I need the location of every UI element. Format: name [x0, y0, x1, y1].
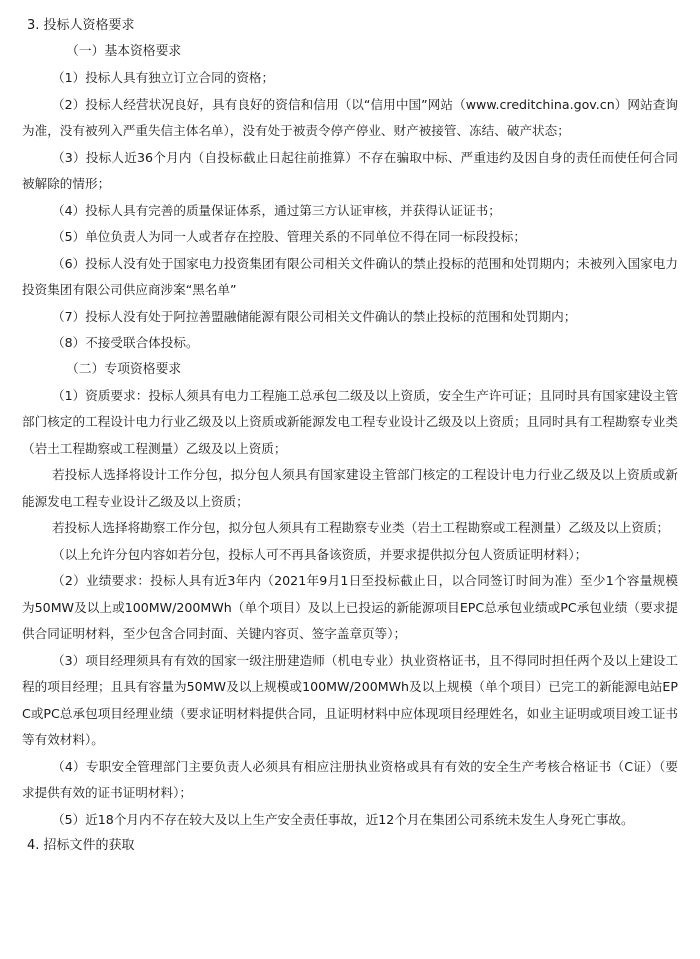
basic-item-1: （1）投标人具有独立订立合同的资格；: [52, 70, 275, 85]
special-item-safety-record: （5）近18个月内不存在较大及以上生产安全责任事故，近12个月在集团公司系统未发生人身死亡事故。: [52, 811, 634, 827]
special-item-safety-manager: （4）专职安全管理部门主要负责人必须具有相应注册执业资格或具有有效的安全生产考核合格证书（C证）（要求提供有效的证书证明材料）；: [22, 758, 678, 800]
section-3-title: 3. 投标人资格要求: [27, 18, 135, 33]
basic-item-6: （6）投标人没有处于国家电力投资集团有限公司相关文件确认的禁止投标的范围和处罚期内；未被列入国家电力投资集团有限公司供应商涉案“黑名单”: [22, 255, 678, 297]
basic-item-5: （5）单位负责人为同一人或者存在控股、管理关系的不同单位不得在同一标段投标；: [52, 229, 526, 244]
basic-item-3: （3）投标人近36个月内（自投标截止日起往前推算）不存在骗取中标、严重违约及因自身的责任而使任何合同被解除的情形；: [22, 149, 678, 191]
section-4-title: 4. 招标文件的获取: [27, 838, 135, 853]
special-item-project-manager: （3）项目经理须具有有效的国家一级注册建造师（机电专业）执业资格证书，且不得同时担任两个及以上建设工程的项目经理；且具有容量为50MW及以上规模或100MW/200MWh及以上规模（单个项目）已完工的新能源电站EPC或PC总承包项目经理业绩（要求证明材料提供合同，且证明材料中应体现项目经理姓名，如业主证明或项目竣工证书等有效材料）。: [22, 652, 678, 747]
special-item-design-subcontract: 若投标人选择将设计工作分包，拟分包人须具有国家建设主管部门核定的工程设计电力行业乙级及以上资质或新能源发电工程专业设计乙级及以上资质；: [22, 467, 678, 509]
basic-item-7: （7）投标人没有处于阿拉善盟融储能源有限公司相关文件确认的禁止投标的范围和处罚期内；: [52, 308, 577, 324]
basic-item-4: （4）投标人具有完善的质量保证体系，通过第三方认证审核，并获得认证证书；: [52, 202, 501, 218]
special-item-performance: （2）业绩要求：投标人具有近3年内（2021年9月1日至投标截止日，以合同签订时间为准）至少1个容量规模为50MW及以上或100MW/200MWh（单个项目）及以上已投运的新能源项目EPC总承包业绩或PC承包业绩（要求提供合同证明材料，至少包含合同封面、关键内容页、签字盖章页等）；: [22, 573, 678, 641]
basic-item-2: （2）投标人经营状况良好，具有良好的资信和信用（以“信用中国”网站（www.creditchina.gov.cn）网站查询为准，没有被列入严重失信主体名单），没有处于被责令停产停业、财产被接管、冻结、破产状态；: [22, 96, 678, 138]
basic-requirements-title: （一）基本资格要求: [66, 44, 182, 59]
basic-item-8: （8）不接受联合体投标。: [52, 335, 199, 350]
special-item-subcontract-note: （以上允许分包内容如若分包，投标人可不再具备该资质，并要求提供拟分包人资质证明材料）；: [52, 546, 588, 562]
special-requirements-title: （二）专项资格要求: [66, 361, 182, 377]
special-item-qualification: （1）资质要求：投标人须具有电力工程施工总承包二级及以上资质，安全生产许可证；且同时具有国家建设主管部门核定的工程设计电力行业乙级及以上资质或新能源发电工程专业设计乙级及以上资质；且同时具有工程勘察专业类（岩土工程勘察或工程测量）乙级及以上资质；: [22, 387, 678, 456]
special-item-survey-subcontract: 若投标人选择将勘察工作分包，拟分包人须具有工程勘察专业类（岩土工程勘察或工程测量）乙级及以上资质；: [52, 520, 670, 535]
